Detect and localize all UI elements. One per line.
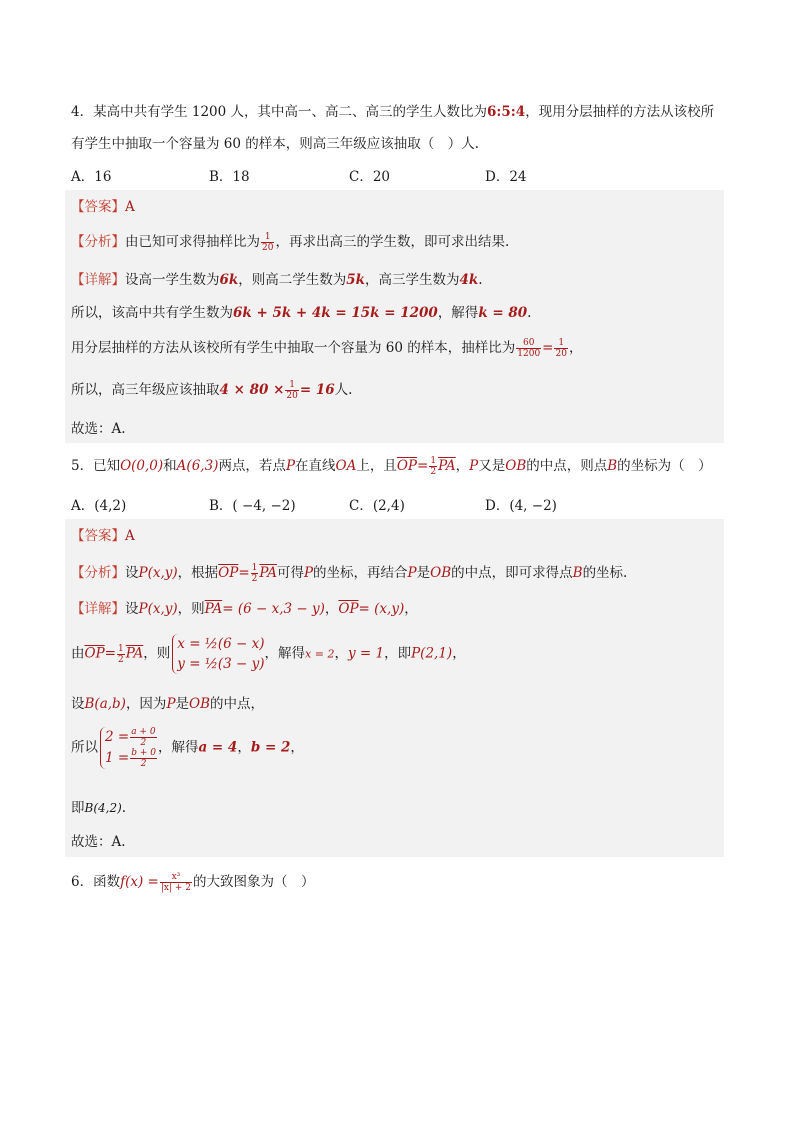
equation bbox=[105, 748, 158, 769]
text: 是 bbox=[175, 696, 190, 712]
fraction bbox=[261, 232, 274, 253]
text: ， bbox=[324, 601, 339, 617]
option-c: C．(2,4) bbox=[349, 498, 405, 514]
math: P(x,y) bbox=[138, 565, 178, 581]
text: 由 bbox=[71, 645, 85, 662]
fraction bbox=[285, 380, 298, 401]
text: 的中点，则点 bbox=[526, 458, 608, 474]
text: 的坐标，再结合 bbox=[313, 565, 408, 581]
text: 设 bbox=[125, 565, 139, 581]
q4-stem-text: 4．某高中共有学生 1200 人，其中高一、高二、高三的学生人数比为 bbox=[71, 104, 488, 120]
text: 上，且 bbox=[356, 458, 397, 474]
text: ，解得 bbox=[437, 305, 479, 321]
equation: y = ½(3 − y) bbox=[177, 656, 265, 672]
text: 即 bbox=[71, 800, 85, 816]
vector: $\overline{PA}$ bbox=[438, 458, 456, 474]
numerator: b + 0 bbox=[131, 748, 156, 758]
fraction bbox=[160, 872, 192, 893]
math: B bbox=[572, 565, 583, 581]
option-b: B．( −4, −2) bbox=[209, 498, 296, 514]
math: 6k + 5k + 4k = 15k = 1200 bbox=[233, 305, 438, 321]
math: OA bbox=[335, 458, 357, 474]
q5-solution-box bbox=[65, 519, 724, 857]
q4-detail-line-1 bbox=[71, 270, 483, 290]
denominator: 2 bbox=[251, 574, 258, 584]
q5-analysis bbox=[71, 563, 627, 584]
text: ， bbox=[455, 458, 470, 474]
math: = bbox=[238, 565, 250, 581]
fraction bbox=[554, 338, 567, 359]
vector: $\overline{PA}$ bbox=[125, 645, 144, 662]
math: a = 4 bbox=[198, 739, 238, 756]
text: ， bbox=[404, 601, 418, 617]
text: 设 bbox=[125, 601, 139, 617]
text: 的中点，即可求得点 bbox=[451, 565, 573, 581]
math: P(x,y) bbox=[138, 601, 178, 617]
option-d: D．24 bbox=[485, 169, 527, 185]
math: = 16 bbox=[299, 382, 335, 398]
text: ，解得 bbox=[157, 739, 199, 756]
vector: $\overline{OP}$ bbox=[84, 645, 105, 662]
text: ， bbox=[237, 739, 251, 756]
fraction bbox=[130, 727, 156, 748]
math: y = 1 bbox=[347, 645, 385, 662]
equation-system bbox=[100, 727, 158, 769]
q5-answer bbox=[71, 526, 135, 546]
math: k = 80 bbox=[478, 305, 528, 321]
text: ， bbox=[334, 645, 348, 662]
text: ，高三学生数为 bbox=[365, 272, 460, 288]
numerator: 1 bbox=[554, 338, 567, 349]
text: 人. bbox=[334, 382, 353, 398]
question-4-stem bbox=[71, 96, 726, 160]
denominator: |x| + 2 bbox=[160, 883, 191, 893]
text: 设 bbox=[71, 696, 85, 712]
math: P bbox=[469, 458, 479, 474]
denominator: 20 bbox=[286, 391, 298, 401]
detail-tag: 【详解】 bbox=[71, 272, 125, 288]
text: ， bbox=[568, 340, 583, 356]
math: B(4,2) bbox=[84, 801, 122, 815]
math: P bbox=[166, 696, 176, 712]
equation bbox=[105, 727, 158, 748]
math: = bbox=[104, 645, 116, 662]
math: 6k bbox=[219, 272, 239, 288]
fraction bbox=[117, 644, 125, 665]
denominator: 2 bbox=[140, 759, 147, 769]
option-b: B．18 bbox=[209, 169, 250, 185]
q4-stem-text: ，现用分层抽样的方法从该校所 bbox=[525, 104, 715, 120]
math: = (6 − x,3 − y) bbox=[222, 601, 325, 617]
text: 所以 bbox=[71, 739, 98, 756]
text: 2 = bbox=[105, 729, 130, 745]
text: 所以，该高中共有学生数为 bbox=[71, 305, 233, 321]
text: . bbox=[121, 800, 127, 816]
math: f(x) = bbox=[120, 874, 159, 890]
text: 1 = bbox=[105, 750, 130, 766]
numerator: 1 bbox=[285, 380, 298, 391]
q4-detail-line-4 bbox=[71, 380, 352, 401]
text: 的坐标. bbox=[582, 565, 628, 581]
numerator: 1 bbox=[261, 232, 274, 243]
text: 又是 bbox=[478, 458, 506, 474]
q4-detail-line-3 bbox=[71, 338, 582, 359]
text: ，则高二学生数为 bbox=[238, 272, 347, 288]
text: 可得 bbox=[276, 565, 304, 581]
math: OB bbox=[189, 696, 211, 712]
analysis-tag: 【分析】 bbox=[71, 234, 125, 250]
q5-detail-line-1 bbox=[71, 599, 418, 619]
option-c: C．20 bbox=[349, 169, 391, 185]
q4-analysis bbox=[71, 232, 509, 253]
answer-tag: 【答案】 bbox=[71, 199, 125, 215]
text: 用分层抽样的方法从该校所有学生中抽取一个容量为 60 的样本，抽样比为 bbox=[71, 340, 516, 356]
text: ，解得 bbox=[264, 645, 306, 662]
fraction bbox=[251, 563, 259, 584]
numerator: 60 bbox=[516, 338, 541, 349]
math: = bbox=[417, 458, 429, 474]
denominator: 2 bbox=[430, 467, 437, 477]
q4-conclusion: 故选：A. bbox=[71, 421, 126, 437]
q4-answer bbox=[71, 197, 135, 217]
numerator: a + 0 bbox=[131, 727, 156, 737]
text: 的中点， bbox=[210, 696, 265, 712]
math: O(0,0) bbox=[120, 458, 164, 474]
math: P bbox=[285, 458, 296, 474]
question-5-stem bbox=[71, 450, 726, 482]
math: P bbox=[407, 565, 417, 581]
text: 两点，若点 bbox=[218, 458, 286, 474]
detail-tag: 【详解】 bbox=[71, 601, 125, 617]
vector: $\overline{OP}$ bbox=[218, 565, 239, 581]
fraction bbox=[516, 338, 541, 359]
math: A(6,3) bbox=[176, 458, 219, 474]
option-a: A．16 bbox=[71, 169, 112, 185]
text: ，则 bbox=[177, 601, 205, 617]
equation: x = ½(6 − x) bbox=[177, 636, 265, 652]
math: B(a,b) bbox=[84, 696, 126, 712]
text: 和 bbox=[163, 458, 177, 474]
numerator: 1 bbox=[251, 563, 258, 573]
text: . bbox=[527, 305, 532, 321]
question-5-options bbox=[71, 494, 726, 518]
answer-value: A bbox=[125, 528, 135, 544]
fraction bbox=[130, 748, 157, 769]
question-6-stem bbox=[71, 866, 726, 898]
denominator: 1200 bbox=[517, 349, 541, 359]
text: ，再求出高三的学生数，即可求出结果. bbox=[275, 234, 510, 250]
fraction bbox=[429, 456, 437, 477]
denominator: 20 bbox=[555, 349, 567, 359]
q5-detail-line-3 bbox=[71, 694, 264, 714]
numerator: x³ bbox=[160, 872, 192, 883]
text: ， bbox=[452, 645, 466, 662]
text: 由已知可求得抽样比为 bbox=[125, 234, 260, 250]
q5-conclusion: 故选：A. bbox=[71, 834, 126, 850]
math: = (x,y) bbox=[358, 601, 405, 617]
text: ， bbox=[290, 739, 304, 756]
text: 是 bbox=[416, 565, 431, 581]
math: b = 2 bbox=[250, 739, 291, 756]
option-d: D．(4, −2) bbox=[485, 498, 557, 514]
option-a: A．(4,2) bbox=[71, 498, 127, 514]
denominator: 20 bbox=[262, 243, 274, 253]
text: 6．函数 bbox=[71, 874, 121, 890]
math: P(2,1) bbox=[411, 645, 453, 662]
text: 设高一学生数为 bbox=[125, 272, 220, 288]
answer-value: A bbox=[125, 199, 135, 215]
text: ，即 bbox=[384, 645, 412, 662]
math: 4k bbox=[459, 272, 479, 288]
math: P bbox=[303, 565, 314, 581]
q4-detail-line-2 bbox=[71, 303, 531, 323]
text: ，则 bbox=[143, 645, 171, 662]
equation-system bbox=[172, 634, 264, 674]
math: OB bbox=[505, 458, 527, 474]
answer-tag: 【答案】 bbox=[71, 528, 125, 544]
denominator: 2 bbox=[117, 654, 124, 665]
q5-detail-line-4 bbox=[71, 727, 304, 769]
math: = bbox=[542, 340, 554, 356]
numerator: 1 bbox=[430, 456, 437, 466]
q4-solution-box bbox=[65, 190, 724, 443]
math: B bbox=[607, 458, 618, 474]
text: ，因为 bbox=[125, 696, 167, 712]
math: OB bbox=[430, 565, 452, 581]
question-4-options bbox=[71, 165, 726, 189]
text: ，根据 bbox=[177, 565, 219, 581]
denominator: 2 bbox=[140, 738, 147, 748]
text: 5．已知 bbox=[71, 458, 121, 474]
text: 所以，高三年级应该抽取 bbox=[71, 382, 220, 398]
q5-detail-line-5 bbox=[71, 798, 126, 818]
text: 的坐标为（ ） bbox=[617, 458, 712, 474]
text: 的大致图象为（ ） bbox=[192, 874, 315, 890]
q4-stem-text: 有学生中抽取一个容量为 60 的样本，则高三年级应该抽取（ ）人. bbox=[71, 136, 480, 152]
vector: $\overline{PA}$ bbox=[204, 601, 223, 617]
q4-ratio: 6:5:4 bbox=[487, 104, 526, 120]
math: x = 2 bbox=[305, 647, 335, 661]
vector: $\overline{PA}$ bbox=[259, 565, 277, 581]
math: 5k bbox=[346, 272, 365, 288]
text: 在直线 bbox=[295, 458, 336, 474]
vector: $\overline{OP}$ bbox=[396, 458, 418, 474]
math: 4 × 80 × bbox=[219, 382, 285, 398]
analysis-tag: 【分析】 bbox=[71, 565, 125, 581]
numerator: 1 bbox=[117, 643, 124, 654]
vector: $\overline{OP}$ bbox=[338, 601, 359, 617]
q5-detail-line-2 bbox=[71, 634, 466, 674]
text: . bbox=[478, 272, 483, 288]
